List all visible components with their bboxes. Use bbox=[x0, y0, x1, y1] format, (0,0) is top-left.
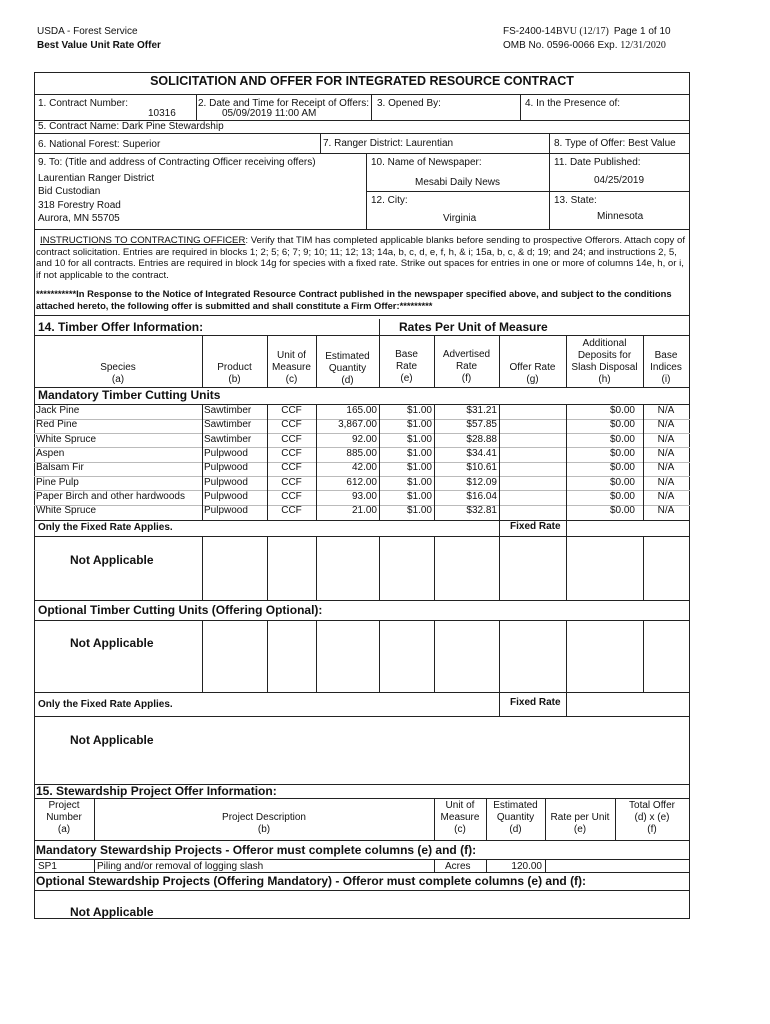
product-cell: Pulpwood bbox=[204, 476, 248, 488]
s15-col-unit-3: (c) bbox=[454, 824, 466, 835]
row-divider bbox=[34, 419, 690, 420]
deposits-cell: $0.00 bbox=[609, 476, 635, 488]
firm-offer-statement: ***********In Response to the Notice of Integrated Resource Contract published in the newspaper specified above, and subject to the conditions attached hereto, the following offer is submitted and shall constitute a Firm Offer:********* bbox=[36, 288, 672, 311]
rates-per-unit-title: Rates Per Unit of Measure bbox=[399, 320, 548, 334]
indices-cell: N/A bbox=[657, 505, 675, 517]
indices-cell: N/A bbox=[657, 462, 675, 474]
indices-cell: N/A bbox=[657, 419, 675, 431]
base-rate-cell: $1.00 bbox=[406, 505, 432, 517]
species-cell: Aspen bbox=[36, 447, 65, 459]
col-deposits-header-1: Additional bbox=[582, 338, 627, 349]
instructions-paragraph bbox=[36, 235, 686, 281]
species-cell: White Spruce bbox=[36, 505, 97, 517]
col-unit-header-2: Measure bbox=[272, 362, 311, 373]
omb-number bbox=[503, 40, 666, 52]
agency-name: USDA - Forest Service bbox=[37, 26, 138, 37]
instructions-heading: INSTRUCTIONS TO CONTRACTING OFFICER bbox=[40, 235, 246, 246]
advertised-rate-cell: $10.61 bbox=[466, 462, 497, 474]
row-divider bbox=[34, 505, 690, 506]
deposits-cell: $0.00 bbox=[609, 433, 635, 445]
unit-cell: CCF bbox=[281, 419, 302, 431]
quantity-cell: 612.00 bbox=[346, 476, 377, 488]
s15-col-unit-1: Unit of bbox=[445, 800, 475, 811]
base-rate-cell: $1.00 bbox=[406, 433, 432, 445]
deposits-cell: $0.00 bbox=[609, 462, 635, 474]
unit-cell: CCF bbox=[281, 505, 302, 517]
receipt-date: 05/09/2019 11:00 AM bbox=[222, 108, 317, 119]
col-adv-rate-code: (f) bbox=[461, 373, 472, 384]
indices-cell: N/A bbox=[657, 476, 675, 488]
not-applicable-1: Not Applicable bbox=[70, 553, 154, 567]
block6-national-forest: 6. National Forest: Superior bbox=[38, 139, 161, 150]
s15-col-unit-2: Measure bbox=[440, 812, 480, 823]
product-cell: Pulpwood bbox=[204, 447, 248, 459]
mandatory-timber-title: Mandatory Timber Cutting Units bbox=[38, 388, 221, 402]
advertised-rate-cell: $32.81 bbox=[466, 505, 497, 517]
mandatory-stewardship-title: Mandatory Stewardship Projects - Offeror must complete columns (e) and (f): bbox=[36, 843, 477, 857]
not-applicable-2: Not Applicable bbox=[70, 636, 154, 650]
block13-label: 13. State: bbox=[554, 195, 597, 206]
col-indices-code: (i) bbox=[661, 374, 671, 385]
page-info: Page 1 of 10 bbox=[613, 26, 671, 37]
unit-cell: CCF bbox=[281, 433, 302, 445]
base-rate-cell: $1.00 bbox=[406, 405, 432, 416]
instructions-text: : Verify that TIM has completed applicable blanks before sending to prospective Offerors. Attach copy of contract solicitation. Entries are required in blocks 1; 2; 5; 6; 7; 9; 10; 11; 12; 13; 14a, b, c, d, e, f, h, & i; 15a, b, c, & d; 19; and 24; and instructions 2, 5, and 10 for all contracts. Entries are required in block 14g for species with a fixed rate. Strike out spaces for entries in one or more of columns 14e, h, or i, if not applicable to the contract. bbox=[36, 235, 685, 281]
block4-label: 4. In the Presence of: bbox=[525, 98, 621, 109]
fixed-rate-label-1: Fixed Rate bbox=[510, 521, 561, 532]
sp1-project-number: SP1 bbox=[38, 861, 57, 872]
s15-col-description-1: Project Description bbox=[222, 812, 306, 823]
date-published: 04/25/2019 bbox=[594, 175, 645, 186]
col-qty-header-1: Estimated bbox=[325, 351, 370, 362]
block12-label: 12. City: bbox=[371, 195, 408, 206]
col-deposits-header-2: Deposits for bbox=[577, 350, 632, 361]
advertised-rate-cell: $16.04 bbox=[466, 490, 497, 502]
block3-label: 3. Opened By: bbox=[377, 98, 441, 109]
advertised-rate-cell: $34.41 bbox=[466, 447, 497, 459]
s15-col-total-1: Total Offer bbox=[629, 800, 675, 811]
s15-col-qty-3: (d) bbox=[509, 824, 522, 835]
address-line-3: 318 Forestry Road bbox=[38, 200, 121, 211]
species-cell: White Spruce bbox=[36, 433, 97, 445]
row-divider bbox=[34, 490, 690, 491]
indices-cell: N/A bbox=[657, 405, 675, 416]
product-cell: Pulpwood bbox=[204, 505, 248, 517]
s15-col-qty-1: Estimated bbox=[493, 800, 538, 811]
block7-ranger-district: 7. Ranger District: Laurentian bbox=[323, 138, 454, 149]
col-product-header: Product bbox=[217, 362, 252, 373]
quantity-cell: 92.00 bbox=[351, 433, 377, 445]
base-rate-cell: $1.00 bbox=[406, 490, 432, 502]
unit-cell: CCF bbox=[281, 490, 302, 502]
block2-label: 2. Date and Time for Receipt of Offers: bbox=[198, 98, 370, 109]
advertised-rate-cell: $12.09 bbox=[466, 476, 497, 488]
page-title: SOLICITATION AND OFFER FOR INTEGRATED RESOURCE CONTRACT bbox=[150, 74, 574, 88]
block5-contract-name: 5. Contract Name: Dark Pine Stewardship bbox=[38, 121, 224, 132]
block1-label: 1. Contract Number: bbox=[38, 98, 129, 109]
species-cell: Pine Pulp bbox=[36, 476, 79, 488]
base-rate-cell: $1.00 bbox=[406, 476, 432, 488]
optional-timber-title: Optional Timber Cutting Units (Offering Optional): bbox=[38, 603, 323, 617]
deposits-cell: $0.00 bbox=[609, 490, 635, 502]
col-indices-header-1: Base bbox=[654, 350, 678, 361]
col-adv-rate-header-1: Advertised bbox=[442, 349, 491, 360]
form-number bbox=[503, 26, 671, 38]
deposits-cell: $0.00 bbox=[609, 447, 635, 459]
not-applicable-3: Not Applicable bbox=[70, 733, 154, 747]
species-cell: Balsam Fir bbox=[36, 462, 84, 474]
col-unit-code: (c) bbox=[285, 374, 298, 385]
col-base-rate-code: (e) bbox=[400, 373, 413, 384]
deposits-cell: $0.00 bbox=[609, 405, 635, 416]
col-species-header: Species bbox=[100, 362, 136, 373]
city: Virginia bbox=[443, 213, 477, 224]
fixed-rate-label-2: Fixed Rate bbox=[510, 697, 561, 708]
col-species-code: (a) bbox=[111, 374, 125, 385]
fixed-rate-note-2: Only the Fixed Rate Applies. bbox=[38, 699, 173, 710]
s15-col-rate-2: (e) bbox=[573, 824, 587, 835]
species-cell: Red Pine bbox=[36, 419, 78, 431]
form-title: Best Value Unit Rate Offer bbox=[37, 40, 161, 51]
s15-col-project-1: Project bbox=[48, 800, 80, 811]
col-qty-code: (d) bbox=[341, 375, 354, 386]
block9-label: 9. To: (Title and address of Contracting Officer receiving offers) bbox=[38, 157, 316, 168]
unit-cell: CCF bbox=[281, 405, 302, 416]
s15-col-qty-2: Quantity bbox=[496, 812, 535, 823]
base-rate-cell: $1.00 bbox=[406, 462, 432, 474]
base-rate-cell: $1.00 bbox=[406, 419, 432, 431]
row-divider bbox=[34, 433, 690, 434]
col-offer-rate-code: (g) bbox=[526, 374, 539, 385]
advertised-rate-cell: $28.88 bbox=[466, 433, 497, 445]
unit-cell: CCF bbox=[281, 447, 302, 459]
contract-number: 10316 bbox=[148, 108, 176, 119]
col-offer-rate-header: Offer Rate bbox=[509, 362, 556, 373]
address-line-2: Bid Custodian bbox=[38, 186, 101, 197]
block10-label: 10. Name of Newspaper: bbox=[371, 157, 482, 168]
col-indices-header-2: Indices bbox=[650, 362, 682, 373]
advertised-rate-cell: $57.85 bbox=[466, 419, 497, 431]
col-deposits-header-3: Slash Disposal bbox=[571, 362, 638, 373]
quantity-cell: 165.00 bbox=[346, 405, 377, 416]
product-cell: Pulpwood bbox=[204, 490, 248, 502]
omb-exp: 12/31/2020 bbox=[620, 40, 666, 51]
unit-cell: CCF bbox=[281, 462, 302, 474]
indices-cell: N/A bbox=[657, 490, 675, 502]
row-divider bbox=[34, 462, 690, 463]
block8-type-of-offer: 8. Type of Offer: Best Value bbox=[554, 138, 676, 149]
s15-col-project-3: (a) bbox=[57, 824, 71, 835]
col-base-rate-header-1: Base bbox=[395, 349, 418, 360]
indices-cell: N/A bbox=[657, 447, 675, 459]
optional-stewardship-title: Optional Stewardship Projects (Offering Mandatory) - Offeror must complete columns (e) and (f): bbox=[36, 874, 587, 888]
row-divider bbox=[34, 447, 690, 448]
product-cell: Sawtimber bbox=[204, 419, 252, 431]
product-cell: Pulpwood bbox=[204, 462, 248, 474]
species-cell: Paper Birch and other hardwoods bbox=[36, 490, 185, 502]
sp1-unit: Acres bbox=[445, 861, 471, 872]
col-deposits-code: (h) bbox=[598, 374, 611, 385]
col-qty-header-2: Quantity bbox=[328, 363, 367, 374]
deposits-cell: $0.00 bbox=[609, 419, 635, 431]
form-number-suffix: BVU (12/17) bbox=[555, 26, 609, 37]
row-divider bbox=[34, 476, 690, 477]
state: Minnesota bbox=[597, 211, 644, 222]
base-rate-cell: $1.00 bbox=[406, 447, 432, 459]
s15-col-description-2: (b) bbox=[257, 824, 271, 835]
col-product-code: (b) bbox=[228, 374, 241, 385]
address-line-4: Aurora, MN 55705 bbox=[38, 213, 120, 224]
address-line-1: Laurentian Ranger District bbox=[38, 173, 155, 184]
s15-col-total-2: (d) x (e) bbox=[634, 812, 670, 823]
product-cell: Sawtimber bbox=[204, 433, 252, 445]
form-number-prefix: FS-2400-14 bbox=[503, 26, 556, 37]
quantity-cell: 885.00 bbox=[346, 447, 377, 459]
s15-col-rate-1: Rate per Unit bbox=[550, 812, 610, 823]
quantity-cell: 42.00 bbox=[351, 462, 377, 474]
omb-prefix: OMB No. 0596-0066 Exp. bbox=[503, 40, 618, 51]
s15-col-project-2: Number bbox=[46, 812, 82, 823]
species-cell: Jack Pine bbox=[36, 405, 80, 416]
sp1-description: Piling and/or removal of logging slash bbox=[97, 861, 264, 872]
newspaper-name: Mesabi Daily News bbox=[415, 177, 501, 188]
col-unit-header-1: Unit of bbox=[277, 350, 306, 361]
quantity-cell: 3,867.00 bbox=[338, 419, 377, 431]
indices-cell: N/A bbox=[657, 433, 675, 445]
col-base-rate-header-2: Rate bbox=[395, 361, 418, 372]
not-applicable-4: Not Applicable bbox=[70, 905, 154, 919]
advertised-rate-cell: $31.21 bbox=[466, 405, 497, 416]
s15-col-total-3: (f) bbox=[647, 824, 657, 835]
sp1-quantity: 120.00 bbox=[511, 861, 542, 872]
deposits-cell: $0.00 bbox=[609, 505, 635, 517]
product-cell: Sawtimber bbox=[204, 405, 252, 416]
section15-title: 15. Stewardship Project Offer Information: bbox=[36, 784, 277, 798]
quantity-cell: 21.00 bbox=[351, 505, 377, 517]
fixed-rate-note-1: Only the Fixed Rate Applies. bbox=[38, 522, 173, 533]
block11-label: 11. Date Published: bbox=[554, 157, 641, 168]
col-adv-rate-header-2: Rate bbox=[455, 361, 478, 372]
unit-cell: CCF bbox=[281, 476, 302, 488]
quantity-cell: 93.00 bbox=[351, 490, 377, 502]
section14-title: 14. Timber Offer Information: bbox=[38, 320, 204, 334]
